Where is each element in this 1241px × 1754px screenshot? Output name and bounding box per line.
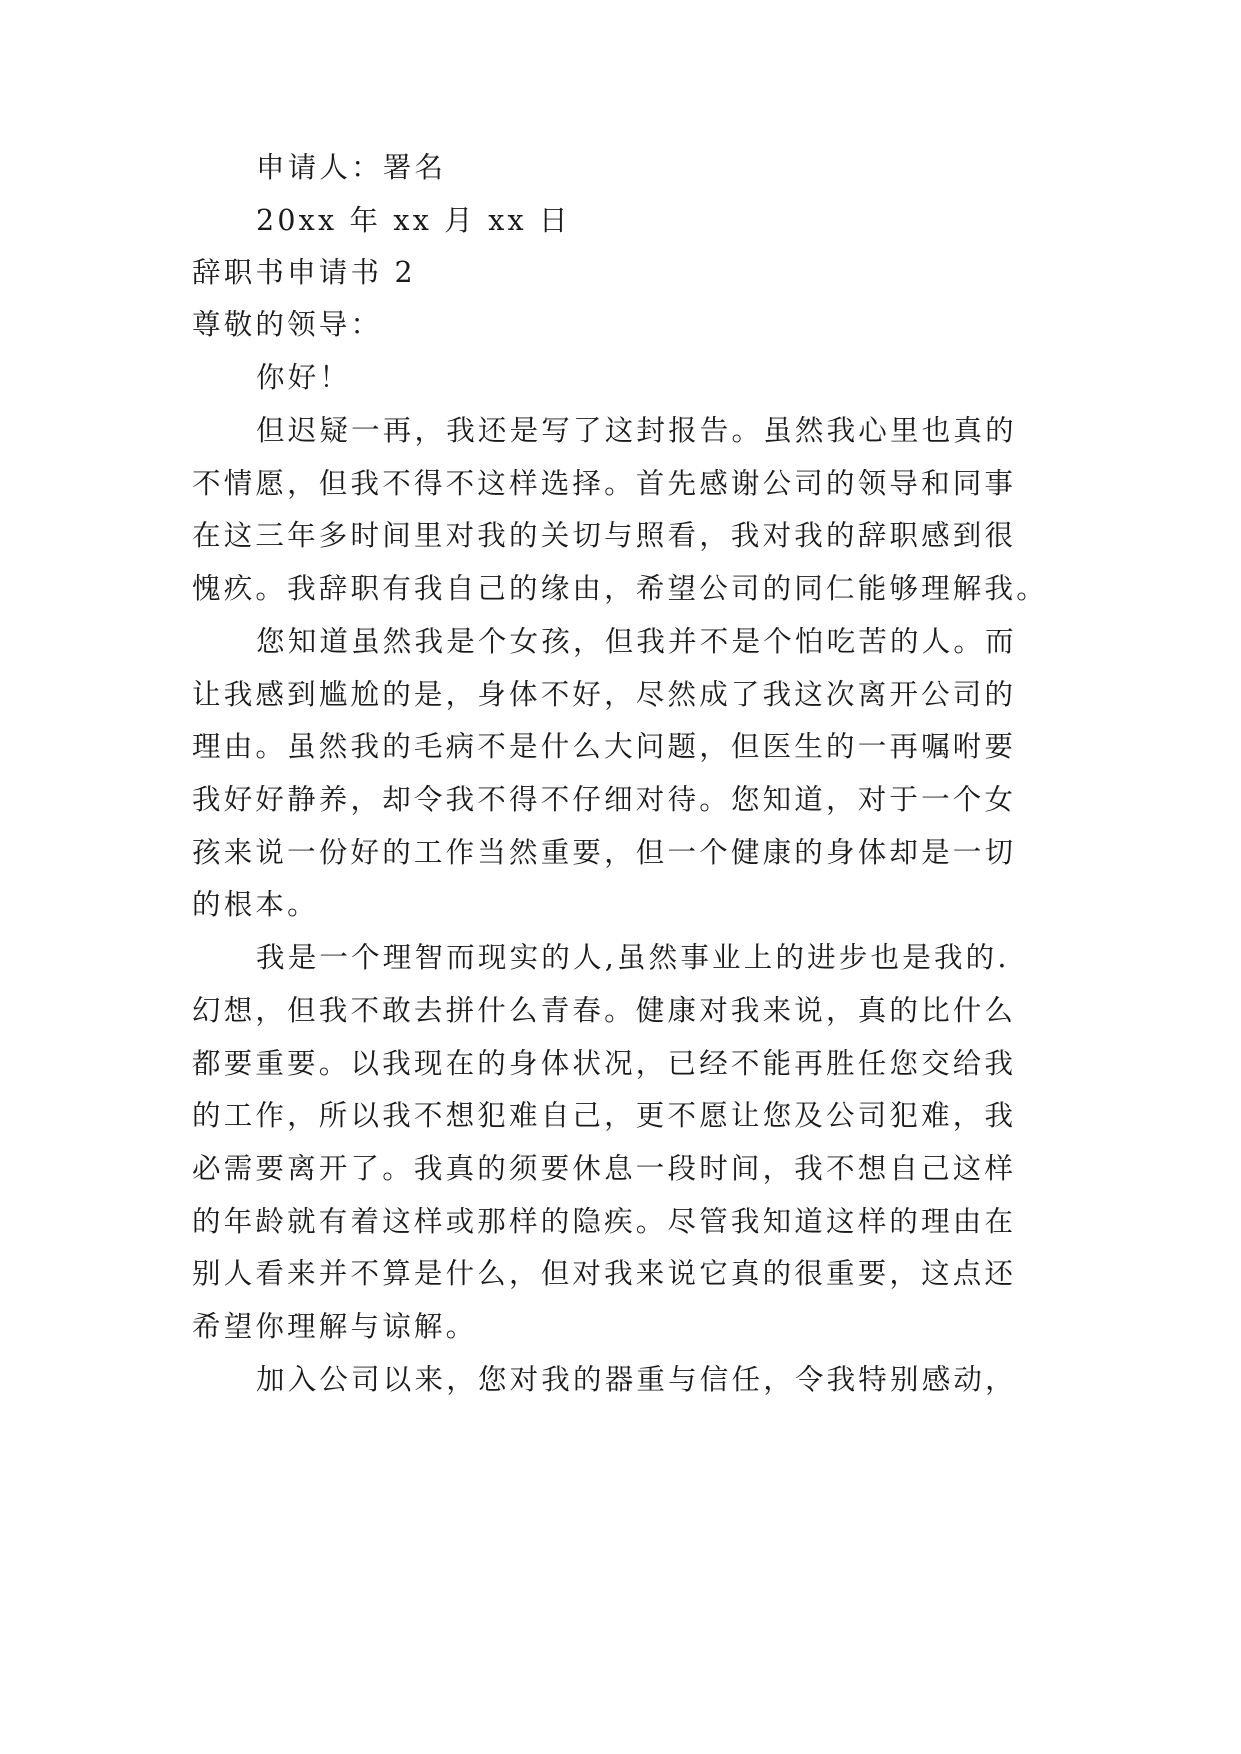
paragraph-3-line-5: 必需要离开了。我真的须要休息一段时间，我不想自己这样	[192, 1152, 1017, 1185]
paragraph-2-line-3: 理由。虽然我的毛病不是什么大问题，但医生的一再嘱咐要	[192, 730, 1017, 763]
salutation: 尊敬的领导：	[192, 308, 383, 341]
paragraph-3-line-8: 希望你理解与谅解。	[192, 1310, 478, 1343]
paragraph-1-line-4: 愧疚。我辞职有我自己的缘由，希望公司的同仁能够理解我。	[192, 572, 1048, 605]
paragraph-3-line-6: 的年龄就有着这样或那样的隐疾。尽管我知道这样的理由在	[192, 1205, 1017, 1238]
greeting: 你好！	[256, 361, 352, 394]
paragraph-3-line-7: 别人看来并不算是什么，但对我来说它真的很重要，这点还	[192, 1257, 1017, 1290]
paragraph-3-line-3: 都要重要。以我现在的身体状况，已经不能再胜任您交给我	[192, 1047, 1017, 1080]
paragraph-2-line-6: 的根本。	[192, 888, 319, 921]
paragraph-2-line-1: 您知道虽然我是个女孩，但我并不是个怕吃苦的人。而	[256, 625, 1017, 658]
paragraph-2-line-4: 我好好静养，却令我不得不仔细对待。您知道，对于一个女	[192, 783, 1017, 816]
paragraph-2-line-2: 让我感到尴尬的是，身体不好，尽然成了我这次离开公司的	[192, 678, 1017, 711]
paragraph-3-line-2: 幻想，但我不敢去拼什么青春。健康对我来说，真的比什么	[192, 994, 1017, 1027]
document-title: 辞职书申请书 2	[192, 256, 416, 289]
signature-line: 申请人：署名	[256, 151, 447, 184]
paragraph-3-line-4: 的工作，所以我不想犯难自己，更不愿让您及公司犯难，我	[192, 1099, 1017, 1132]
paragraph-3-line-1: 我是一个理智而现实的人,虽然事业上的进步也是我的.	[256, 941, 1010, 974]
date-line: 20xx 年 xx 月 xx 日	[256, 204, 571, 237]
paragraph-4-line-1: 加入公司以来，您对我的器重与信任，令我特别感动，	[256, 1363, 1017, 1396]
paragraph-2-line-5: 孩来说一份好的工作当然重要，但一个健康的身体却是一切	[192, 836, 1017, 869]
paragraph-1-line-3: 在这三年多时间里对我的关切与照看，我对我的辞职感到很	[192, 519, 1017, 552]
paragraph-1-line-2: 不情愿，但我不得不这样选择。首先感谢公司的领导和同事	[192, 467, 1017, 500]
paragraph-1-line-1: 但迟疑一再，我还是写了这封报告。虽然我心里也真的	[256, 414, 1017, 447]
